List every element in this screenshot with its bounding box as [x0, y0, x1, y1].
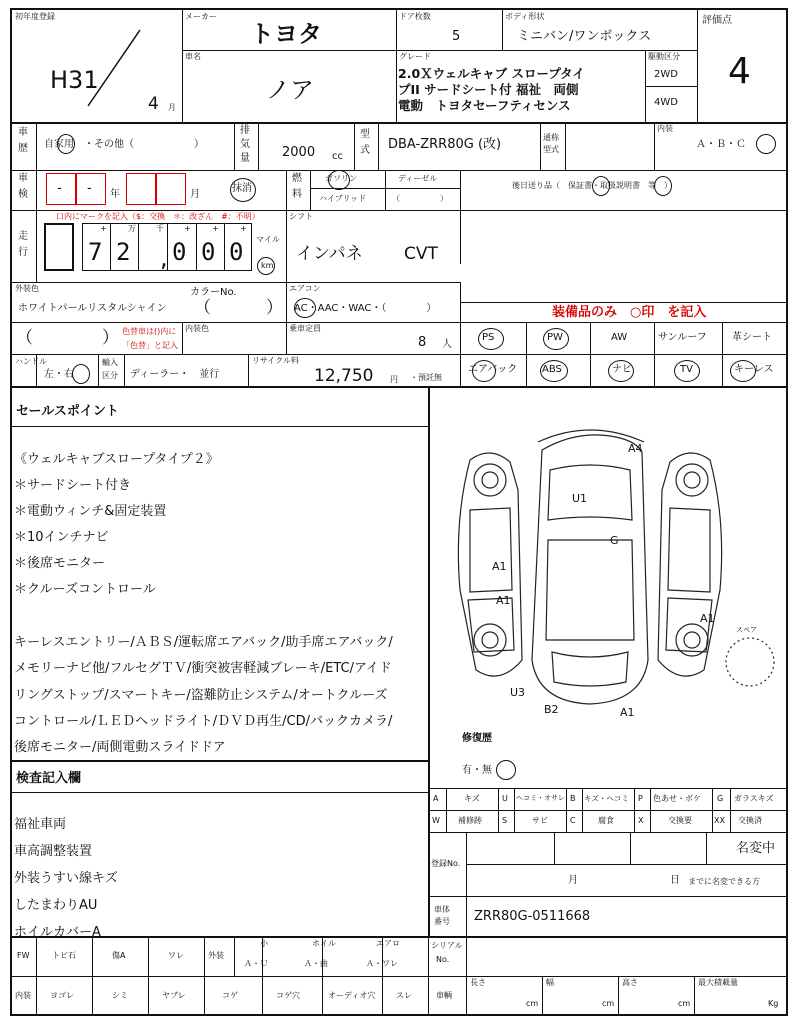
- sales-line: 後席モニター/両側電動スライドドア: [14, 740, 226, 755]
- mark-spare: スペア: [736, 626, 757, 634]
- frame-label-1: 車体: [434, 905, 450, 914]
- mileage-digit-2: 2: [116, 238, 131, 266]
- color2-paren-close: ）: [102, 328, 119, 348]
- legend-desc: サビ: [532, 816, 548, 825]
- handle-value: 左・右: [44, 369, 74, 380]
- color-change-note-1: 色替車は()内に: [122, 327, 177, 336]
- legend-desc: 腐食: [598, 816, 614, 825]
- mileage-comma: ,: [160, 244, 168, 272]
- mileage-label-1: 走: [18, 231, 28, 242]
- color-paren-close: ）: [266, 298, 283, 318]
- shift-type: CVT: [404, 244, 438, 264]
- exterior-value: ホワイトパールリスタルシャイン: [18, 303, 167, 314]
- grade-line-2: プII サードシート付 福祉 両側: [398, 82, 579, 97]
- legend-desc: 交換要: [668, 816, 692, 825]
- frame-label-2: 番号: [434, 917, 450, 926]
- weight-unit: Kg: [768, 999, 779, 1008]
- month-unit: 月: [168, 103, 176, 112]
- recycle-unit: 円: [390, 375, 398, 384]
- handle-circle: [72, 364, 90, 384]
- equip-ps-circle: [478, 328, 504, 350]
- mileage-label-2: 行: [18, 247, 28, 258]
- sales-line: ＊クルーズコントロール: [14, 582, 156, 597]
- equip-pw: PW: [547, 332, 563, 343]
- int-item: シミ: [112, 991, 128, 1000]
- legend-code: B: [570, 794, 576, 803]
- import-label-2: 区分: [102, 371, 118, 380]
- dims-label: 車輌: [436, 991, 452, 1000]
- mileage-plus-4: +: [240, 224, 247, 233]
- int-label: 内装: [15, 991, 31, 1000]
- car-name-label: 車名: [185, 52, 201, 61]
- int-item: ヤブレ: [162, 991, 186, 1000]
- car-diagram: [430, 390, 786, 720]
- first-reg-label: 初年度登録: [15, 12, 55, 21]
- height-unit: cm: [678, 999, 691, 1008]
- equip-navi-circle: [608, 360, 634, 382]
- history-value: 自家用 ・その他（ ）: [44, 139, 204, 150]
- recycle-value: 12,750: [314, 366, 374, 386]
- equip-ps: PS: [482, 332, 495, 343]
- interior-label: 内装: [657, 124, 673, 133]
- color2-paren-open: （: [16, 328, 33, 348]
- insp-dash-2: -: [87, 181, 92, 196]
- legend-desc: 補修跡: [458, 816, 482, 825]
- legend-desc: キズ: [464, 794, 480, 803]
- aero-value: Ａ・ワレ: [366, 959, 398, 968]
- height-label: 高さ: [622, 978, 638, 987]
- equip-navi: ナビ: [612, 364, 632, 375]
- aircon-label: エアコン: [289, 284, 321, 293]
- mileage-digit-box-0: [44, 223, 74, 271]
- mileage-unit-km: km: [261, 261, 274, 270]
- legend-code: A: [433, 794, 439, 803]
- sales-line: メモリーナビ他/フルセグＴＶ/衝突被害軽減ブレーキ/ETC/アイド: [14, 661, 392, 676]
- tsusho-label-1: 通称: [543, 133, 559, 142]
- fw-item: 傷A: [112, 951, 126, 960]
- equip-tv-circle: [674, 360, 700, 382]
- mileage-unit-mile: マイル: [256, 235, 280, 244]
- first-reg-year: H31: [50, 66, 99, 94]
- mileage-digit-4: 0: [201, 238, 216, 266]
- color-change-note-2: 「色替」と記入: [122, 341, 178, 350]
- int-item: コゲ: [222, 991, 238, 1000]
- history-label-1: 車: [18, 127, 28, 138]
- sales-line: 《ウェルキャブスロープタイプ２》: [14, 452, 219, 467]
- reg-no-label: 登録No.: [431, 859, 461, 868]
- maker-value: トヨタ: [250, 20, 322, 48]
- capacity-label: 乗車定員: [289, 324, 321, 333]
- docs-title: 後日送り品（ 保証書・取扱説明書 等 ）: [512, 181, 672, 190]
- legend-code: X: [638, 816, 644, 825]
- wheel-value: Ａ・曲: [304, 959, 328, 968]
- inspect-line: 外装うすい線キズ: [14, 871, 118, 886]
- capacity-unit: 人: [442, 339, 452, 350]
- int-item: スレ: [396, 991, 412, 1000]
- sales-line: キーレスエントリー/ＡＢＳ/運転席エアバック/助手席エアバック/: [14, 635, 393, 650]
- equip-keyless: キーレス: [734, 364, 774, 375]
- mileage-plus-1: +: [100, 224, 107, 233]
- body-value: ミニバン/ワンボックス: [517, 29, 652, 44]
- insp-year-kanji: 年: [110, 189, 120, 200]
- import-label-1: 輸入: [102, 358, 118, 367]
- score-value: 4: [728, 51, 751, 92]
- mark-u1: U1: [572, 492, 588, 505]
- mileage-digit-1: 7: [88, 238, 103, 266]
- mileage-plus-3: +: [212, 224, 219, 233]
- recycle-deposit: ・預託無: [410, 373, 442, 382]
- fuel-hybrid: ハイブリッド: [319, 194, 367, 203]
- legend-desc: ガラスキズ: [734, 794, 774, 803]
- model-label-2: 式: [360, 145, 370, 156]
- legend-desc: 交換済: [738, 816, 762, 825]
- sales-line: リングストップ/スマートキー/盗難防止システム/オートクルーズ: [14, 688, 388, 703]
- insp-month-box-2: [156, 173, 186, 205]
- sales-line: ＊サードシート付き: [14, 478, 132, 493]
- serial-label-2: No.: [436, 955, 450, 964]
- fw-label: FW: [17, 951, 30, 960]
- reg-note: までに名変できる方: [688, 877, 760, 886]
- km-circle: [257, 257, 275, 275]
- body-label: ボディ形状: [505, 12, 545, 21]
- mark-a4: A4: [628, 442, 643, 455]
- legend-code: XX: [714, 816, 725, 825]
- docs-circle-1: [592, 176, 610, 196]
- mark-a1-left-1: A1: [492, 560, 507, 573]
- score-label: 評価点: [702, 15, 732, 26]
- interior-grades: Ａ・Ｂ・Ｃ: [696, 139, 746, 150]
- repair-label: 修復歴: [462, 733, 492, 744]
- insp-expired: 抹消: [232, 183, 252, 194]
- int-item: オーディオ穴: [328, 991, 376, 1000]
- model-value: DBA-ZRR80G (改): [388, 137, 502, 152]
- ext-label: 外装: [208, 951, 224, 960]
- serial-label-1: シリアル: [431, 941, 463, 950]
- fw-item: トビ石: [52, 951, 76, 960]
- equip-abs-circle: [540, 360, 568, 382]
- inspect-line: 車高調整装置: [14, 844, 93, 859]
- equip-keyless-circle: [730, 360, 756, 382]
- displacement-unit: cc: [332, 151, 343, 162]
- inspection-label-2: 検: [18, 189, 28, 200]
- insp-dash-1: -: [57, 181, 62, 196]
- sales-title: セールスポイント: [16, 404, 119, 419]
- wheel-label: ホイル: [312, 939, 336, 948]
- legend-code: U: [502, 794, 508, 803]
- fuel-diesel: ディーゼル: [398, 174, 438, 183]
- name-change: 名変中: [736, 841, 776, 856]
- shift-label: シフト: [289, 212, 313, 221]
- legend-code: C: [570, 816, 576, 825]
- sales-line: ＊10インチナビ: [14, 530, 109, 545]
- recycle-label: リサイクル料: [252, 356, 299, 365]
- length-unit: cm: [526, 999, 539, 1008]
- interior-color-label: 内装色: [185, 324, 209, 333]
- legend-code: W: [432, 816, 440, 825]
- repair-value: 有・無: [462, 765, 492, 776]
- model-label-1: 型: [360, 129, 370, 140]
- disp-label-2: 気: [240, 139, 250, 150]
- history-circle: [57, 134, 75, 154]
- repair-circle: [496, 760, 516, 780]
- color-no-label: カラーNo.: [190, 287, 237, 298]
- equipment-title: 装備品のみ ○印 を記入: [552, 305, 707, 320]
- grade-line-3: 電動 トヨタセーフティセンス: [398, 98, 571, 113]
- equip-pw-circle: [543, 328, 569, 350]
- inspect-line: したまわりAU: [14, 898, 98, 913]
- doors-label: ドア枚数: [399, 12, 431, 21]
- fuel-label-2: 料: [292, 189, 302, 200]
- maker-label: メーカー: [185, 12, 217, 21]
- date-slash: [84, 28, 144, 108]
- legend-desc: ヘコミ・オサレ: [516, 794, 565, 802]
- small-label: 小: [260, 939, 268, 948]
- mark-a1-rear: A1: [620, 706, 635, 719]
- frame-value: ZRR80G-0511668: [474, 909, 591, 924]
- drive-2wd: 2WD: [654, 69, 678, 80]
- color-paren-open: （: [194, 298, 211, 318]
- exterior-label: 外装色: [15, 284, 39, 293]
- drive-4wd: 4WD: [654, 97, 678, 108]
- fuel-circle: [328, 170, 350, 190]
- width-label: 幅: [546, 978, 554, 987]
- small-value: Ａ・Ｕ: [244, 959, 268, 968]
- expired-circle: [230, 178, 256, 202]
- equip-airbag-circle: [472, 360, 496, 382]
- drive-label: 駆動区分: [648, 52, 680, 61]
- docs-circle-2: [654, 176, 672, 196]
- inspection-label-1: 車: [18, 173, 28, 184]
- fuel-other: （ ）: [392, 194, 448, 203]
- grade-label: グレード: [399, 52, 431, 61]
- equip-aw: AW: [611, 332, 628, 343]
- mark-a1-right: A1: [700, 612, 715, 625]
- capacity-value: 8: [418, 335, 427, 350]
- mileage-man: 万: [128, 224, 136, 233]
- legend-desc: キズ・ヘコミ: [584, 794, 629, 803]
- tsusho-label-2: 型式: [543, 145, 559, 154]
- int-item: コゲ穴: [276, 991, 300, 1000]
- aircon-value: AC・AAC・WAC・（ ）: [294, 303, 437, 314]
- reg-day: 日: [670, 875, 680, 886]
- disp-label-1: 排: [240, 125, 250, 136]
- import-value: ディーラー・ 並行: [130, 369, 220, 380]
- mileage-digit-3: 0: [172, 238, 187, 266]
- shift-position: インパネ: [296, 244, 363, 264]
- doors-value: 5: [452, 29, 461, 44]
- equip-tv: TV: [680, 364, 693, 375]
- mark-a1-left-2: A1: [496, 594, 511, 607]
- insp-month-box-1: [126, 173, 156, 205]
- fuel-gasoline: ガソリン: [325, 174, 357, 183]
- legend-code: P: [638, 794, 643, 803]
- inspect-title: 検査記入欄: [16, 771, 82, 786]
- legend-code: S: [502, 816, 508, 825]
- auction-sheet: [10, 8, 788, 1016]
- fw-item: ワレ: [168, 951, 184, 960]
- sales-line: ＊電動ウィンチ&固定装置: [14, 504, 167, 519]
- displacement-value: 2000: [282, 145, 316, 160]
- mileage-sen: 千: [156, 224, 164, 233]
- equip-abs: ABS: [542, 364, 562, 375]
- mileage-plus-2: +: [184, 224, 191, 233]
- length-label: 長さ: [470, 978, 486, 987]
- insp-month-kanji: 月: [190, 189, 200, 200]
- car-name-value: ノア: [266, 76, 314, 104]
- inspect-line: 福祉車両: [14, 817, 67, 832]
- grade-line-1: 2.0Ｘウェルキャブ スロープタイ: [398, 66, 585, 81]
- mileage-note: 口内にマークを記入（$：交換 ＊：改ざん #：不明）: [56, 212, 260, 221]
- fuel-label-1: 燃: [292, 173, 302, 184]
- mark-g: G: [610, 534, 619, 547]
- sales-line: ＊後席モニター: [14, 556, 106, 571]
- equip-airbag: エアバック: [468, 364, 518, 375]
- first-reg-month: 4: [148, 94, 159, 114]
- int-item: ヨゴレ: [50, 991, 74, 1000]
- inspect-line: ホイルカバーA: [14, 925, 101, 940]
- mark-b2: B2: [544, 703, 559, 716]
- aero-label: エアロ: [376, 939, 400, 948]
- weight-label: 最大積載量: [698, 978, 738, 987]
- width-unit: cm: [602, 999, 615, 1008]
- legend-code: G: [717, 794, 724, 803]
- equip-leather: 革シート: [732, 332, 772, 343]
- mark-u3: U3: [510, 686, 526, 699]
- aircon-circle: [294, 298, 316, 318]
- mileage-digit-5: 0: [229, 238, 244, 266]
- disp-label-3: 量: [240, 153, 250, 164]
- history-label-2: 歴: [18, 143, 28, 154]
- reg-month: 月: [568, 875, 578, 886]
- interior-circle: [756, 134, 776, 154]
- legend-desc: 色あせ・ボケ: [653, 794, 701, 803]
- handle-label: ハンドル: [15, 357, 47, 366]
- sales-line: コントロール/ＬＥＤヘッドライト/ＤＶＤ再生/CD/バックカメラ/: [14, 714, 393, 729]
- equip-sunroof: サンルーフ: [658, 332, 707, 343]
